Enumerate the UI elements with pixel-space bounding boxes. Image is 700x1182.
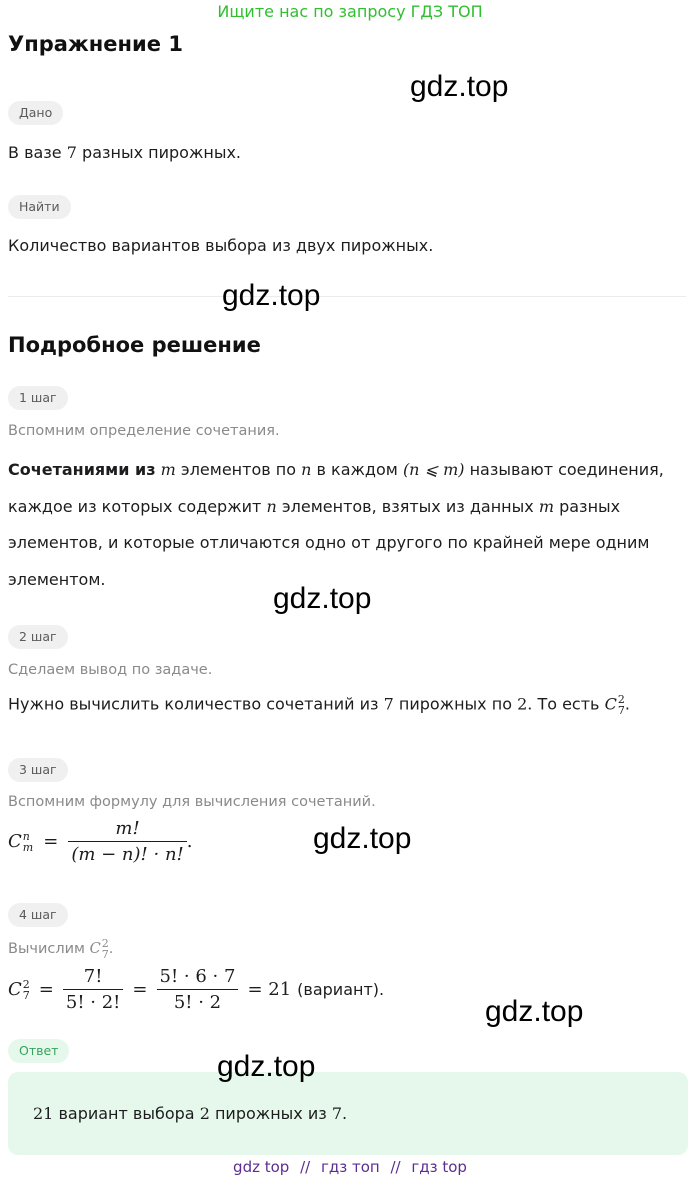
divider bbox=[8, 296, 686, 297]
given-number: 7 bbox=[66, 143, 77, 162]
find-text: Количество вариантов выбора из двух пирожных. bbox=[8, 236, 434, 255]
footer-links: gdz top // гдз топ // гдз top bbox=[233, 1158, 467, 1176]
step-3-note: Вспомним формулу для вычисления сочетаний. bbox=[8, 794, 376, 810]
watermark: gdz.top bbox=[222, 279, 321, 312]
step-3-badge: 3 шаг bbox=[8, 758, 68, 782]
watermark: gdz.top bbox=[313, 822, 412, 855]
promo-banner: Ищите нас по запросу ГДЗ ТОП bbox=[217, 2, 483, 21]
given-text: В вазе 7 разных пирожных. bbox=[8, 143, 242, 162]
definition-paragraph: Сочетаниями из m элементов по n в каждом (n ⩽ m) называют соединения, каждое из которых содержит n элементов, взятых из данных m разных элементов, и которые отличаются одно от другого по крайней мере одним элементом. bbox=[8, 460, 664, 589]
solution-title: Подробное решение bbox=[8, 333, 261, 357]
step-2-text: Нужно вычислить количество сочетаний из 7 пирожных по 2. То есть C 2 7 . bbox=[8, 693, 630, 717]
given-badge: Дано bbox=[8, 101, 63, 125]
watermark: gdz.top bbox=[485, 995, 584, 1028]
step-2-note: Сделаем вывод по задаче. bbox=[8, 662, 213, 678]
step-2-badge: 2 шаг bbox=[8, 625, 68, 649]
footer-link-gdz-top[interactable]: gdz top bbox=[233, 1158, 290, 1176]
step-1-badge: 1 шаг bbox=[8, 386, 68, 410]
find-badge: Найти bbox=[8, 195, 71, 219]
step-4-badge: 4 шаг bbox=[8, 903, 68, 927]
exercise-title: Упражнение 1 bbox=[8, 32, 183, 56]
footer-link-gdz-top-ru[interactable]: гдз топ bbox=[320, 1158, 380, 1176]
step-1-note: Вспомним определение сочетания. bbox=[8, 423, 280, 439]
step-4-note: Вычислим C 2 7 . bbox=[8, 937, 114, 961]
calculation-formula: C 2 7 = $\frac{7!}{5! \cdot 2!}$ = $\frac{5! \cdot 6 \cdot 7}{5! \cdot 2}$ = 21 (вариант). bbox=[8, 966, 385, 1013]
combination-formula: C n m = $\frac{m!}{(m - n)! \cdot n!}$ . bbox=[8, 818, 193, 865]
answer-badge: Ответ bbox=[8, 1039, 69, 1063]
answer-text: 21 вариант выбора 2 пирожных из 7. bbox=[33, 1104, 348, 1123]
watermark: gdz.top bbox=[410, 70, 509, 103]
footer-link-gdz-top-mixed[interactable]: гдз top bbox=[411, 1158, 467, 1176]
watermark: gdz.top bbox=[217, 1050, 316, 1083]
watermark: gdz.top bbox=[273, 582, 372, 615]
